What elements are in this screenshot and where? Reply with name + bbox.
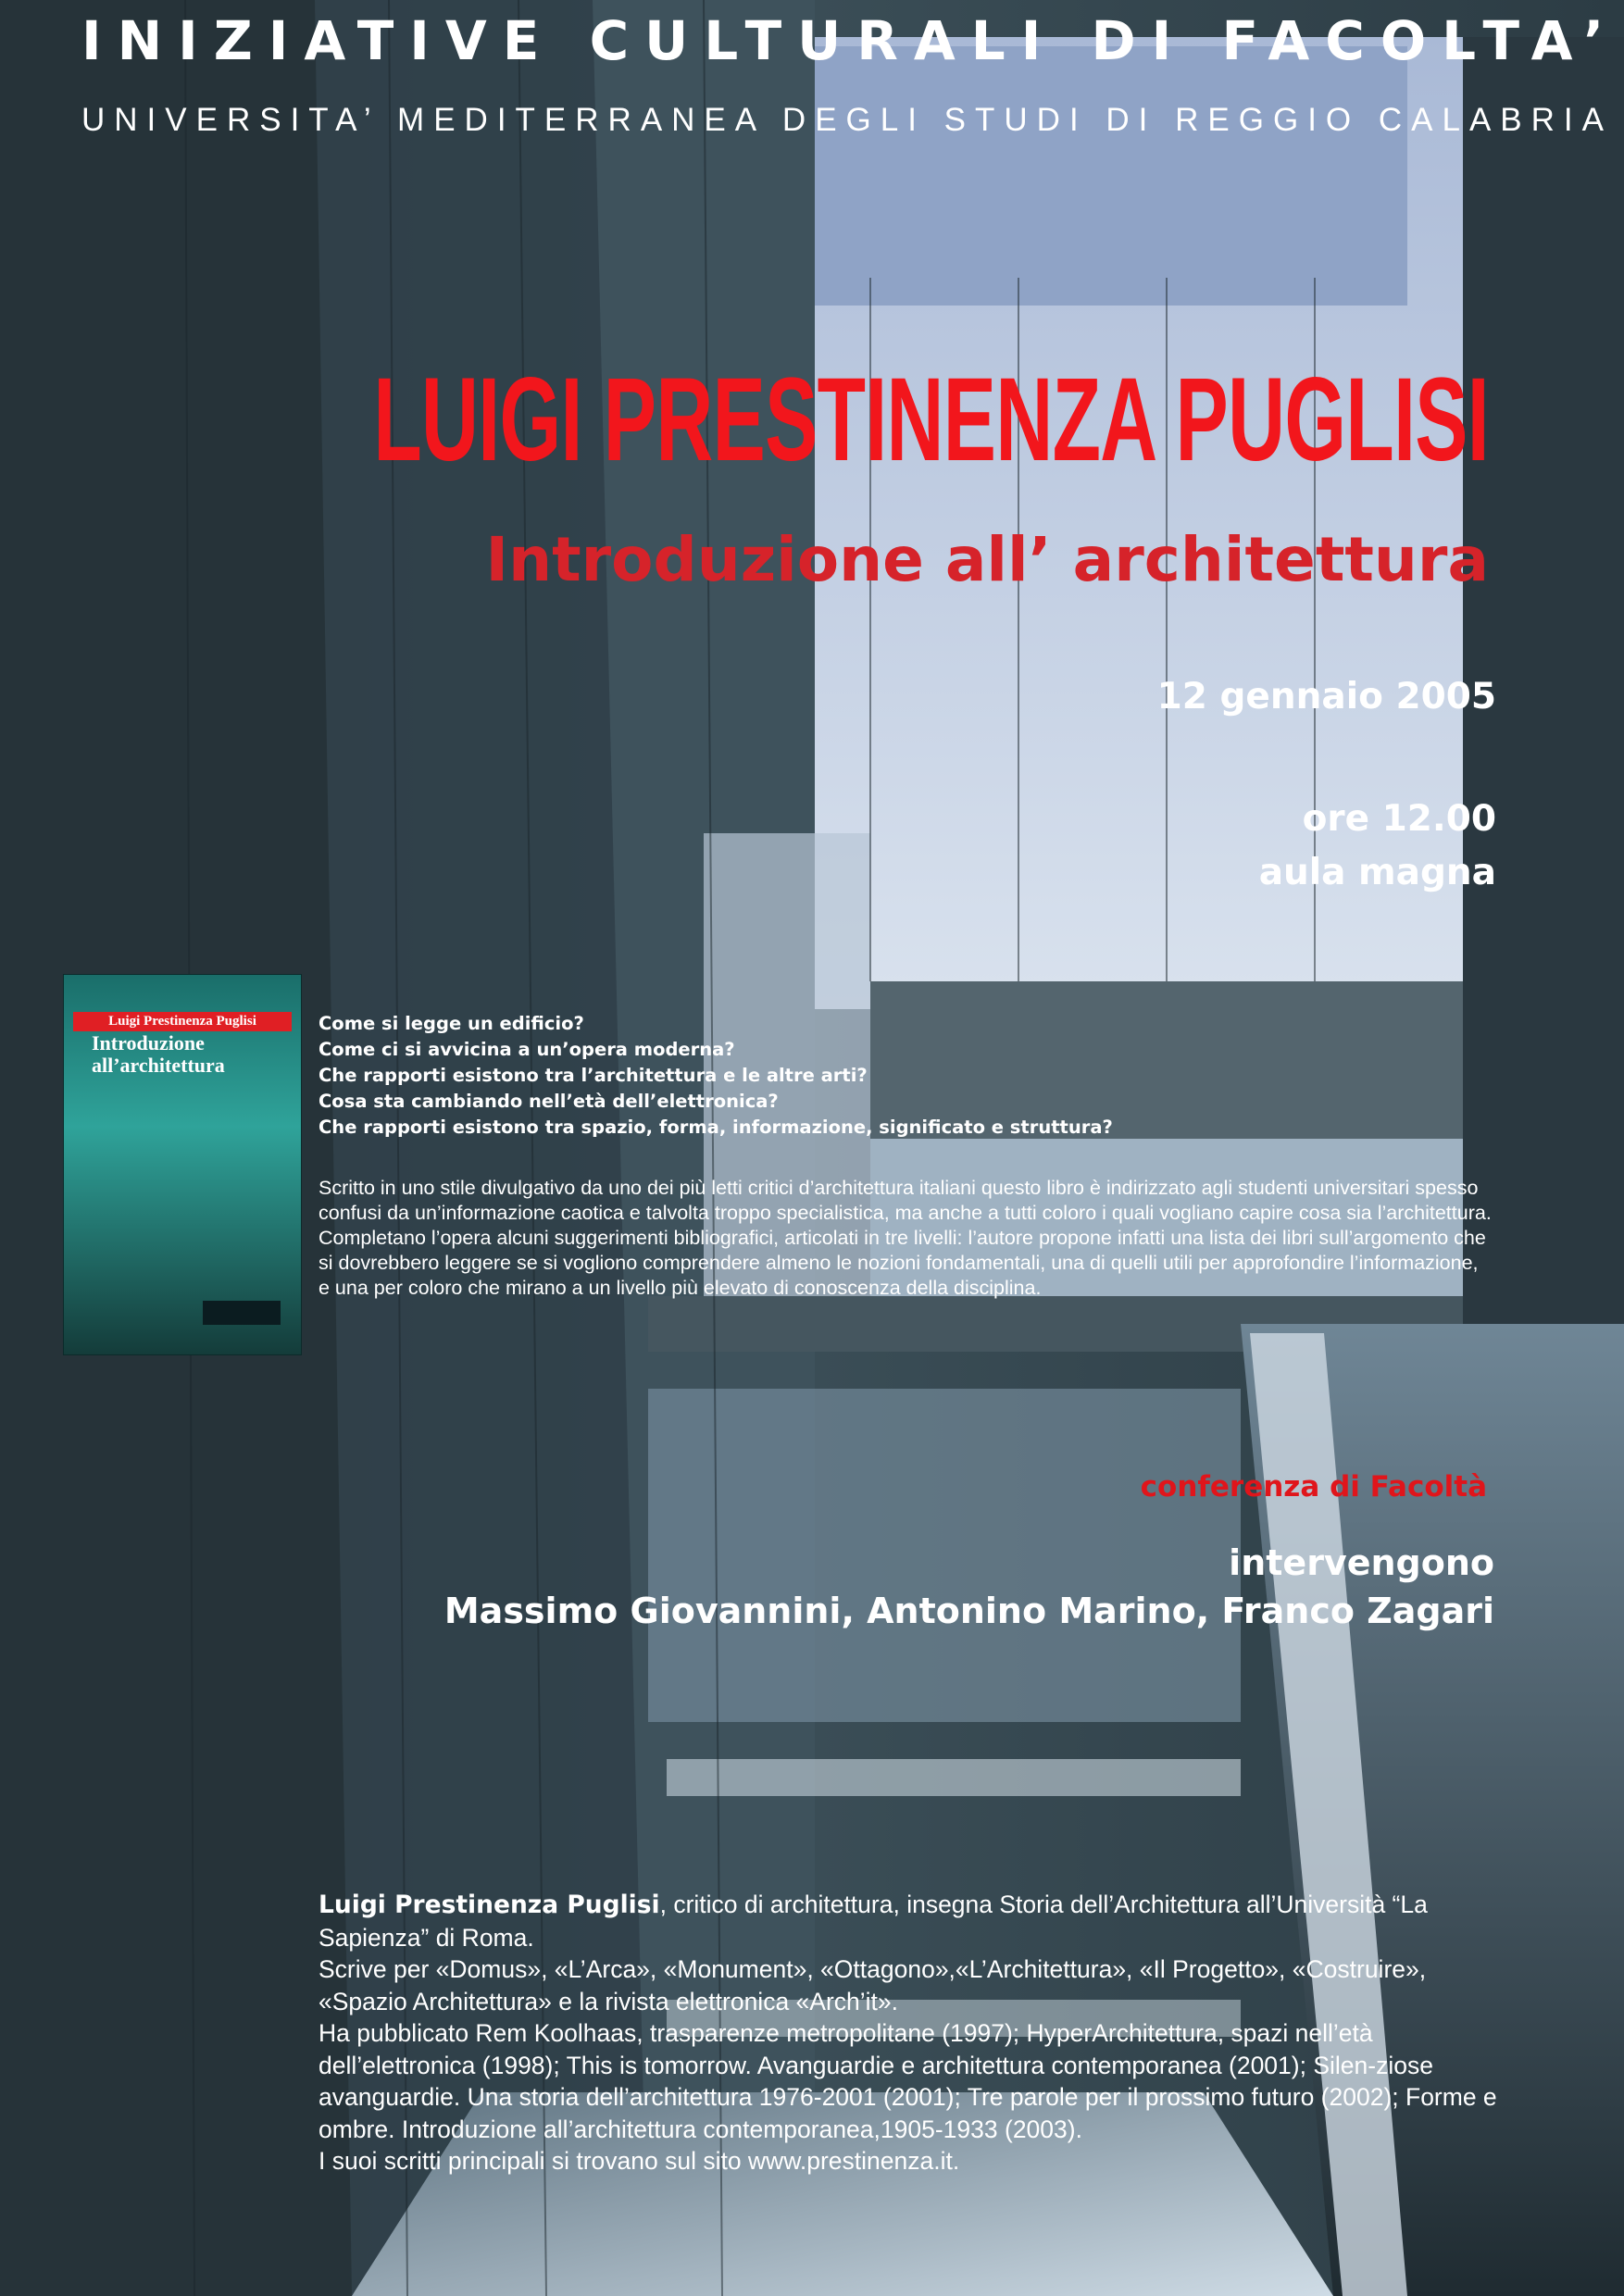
speakers-list: Massimo Giovannini, Antonino Marino, Franco Zagari (443, 1591, 1494, 1631)
bio-paragraph-1 (319, 1889, 1513, 1953)
publisher-logo-icon (203, 1301, 281, 1325)
bio-author-name: Luigi Prestinenza Puglisi (319, 1890, 660, 1919)
book-cover-image (63, 974, 302, 1355)
book-description: Scritto in uno stile divulgativo da uno dei più letti critici d’architettura italiani questo libro è indirizzato agli studenti universitari spesso confusi da un’informazione caotica e talvolta troppo specialistica, ma anche a tutti coloro i quali vogliano capire cosa sia l’architettura. Completano l’opera alcuni suggerimenti bibliografici, articolati in tre livelli: l’autore propone infatti una lista dei libri sull’argomento che si dovrebbero leggere se si vogliono comprendere almeno le nozioni fondamentali, una di quelli utili per approfondire l’informazione, e una per coloro che mirano a un livello più elevato di conoscenza della disciplina. (319, 1177, 1492, 1299)
question-item: Cosa sta cambiando nell’età dell’elettronica? (319, 1091, 779, 1112)
bio-paragraph-4: I suoi scritti principali si trovano sul sito www.prestinenza.it. (319, 2147, 960, 2175)
question-item: Che rapporti esistono tra l’architettura e le altre arti? (319, 1065, 868, 1086)
event-place: aula magna (1258, 852, 1496, 893)
university-name: UNIVERSITA’ MEDITERRANEA DEGLI STUDI DI REGGIO CALABRIA (81, 102, 1613, 138)
speakers-intro: intervengono (1229, 1542, 1494, 1583)
question-list (319, 1011, 1113, 1141)
question-item: Che rapporti esistono tra spazio, forma, informazione, significato e struttura? (319, 1117, 1113, 1138)
author-bio (319, 1889, 1513, 2177)
bio-paragraph-2: Scrive per «Domus», «L’Arca», «Monument», «Ottagono»,«L’Architettura», «Il Progetto», «Costruire», «Spazio Architettura» e la rivista elettronica «Arch’it». (319, 1955, 1427, 2015)
book-title-heading: Introduzione all’ architettura (485, 524, 1489, 595)
event-date: 12 gennaio 2005 (1156, 676, 1496, 718)
book-cover-title-line1: Introduzione (92, 1031, 205, 1054)
bio-line1-text: , critico di architettura, insegna Storia dell’Architettura all’Università “La Sapienza” di Roma. (319, 1890, 1428, 1952)
conference-label: conferenza di Facoltà (1140, 1470, 1487, 1504)
question-item: Come si legge un edificio? (319, 1013, 584, 1034)
book-cover-title (92, 1032, 225, 1077)
faculty-initiatives-heading: INIZIATIVE CULTURALI DI FACOLTA’ (81, 9, 1620, 72)
bio-paragraph-3: Ha pubblicato Rem Koolhaas, trasparenze metropolitane (1997); HyperArchitettura, spazi nell’età dell’elettronica (1998); This is tomorrow. Avanguardie e architettura contemporanea (2001); Silen-ziose avanguardie. Una storia dell’architettura 1976-2001 (2001); Tre parole per il prossimo futuro (2002); Forme e ombre. Introduzione all’architettura contemporanea,1905-1933 (2003). (319, 2019, 1497, 2143)
question-item: Come ci si avvicina a un’opera moderna? (319, 1039, 735, 1060)
book-cover-author: Luigi Prestinenza Puglisi (73, 1012, 292, 1031)
author-name-heading: LUIGI PRESTINENZA PUGLISI (373, 354, 1489, 486)
event-time-place (1259, 792, 1496, 900)
event-time: ore 12.00 (1302, 798, 1496, 840)
book-cover-title-line2: all’architettura (92, 1054, 225, 1077)
